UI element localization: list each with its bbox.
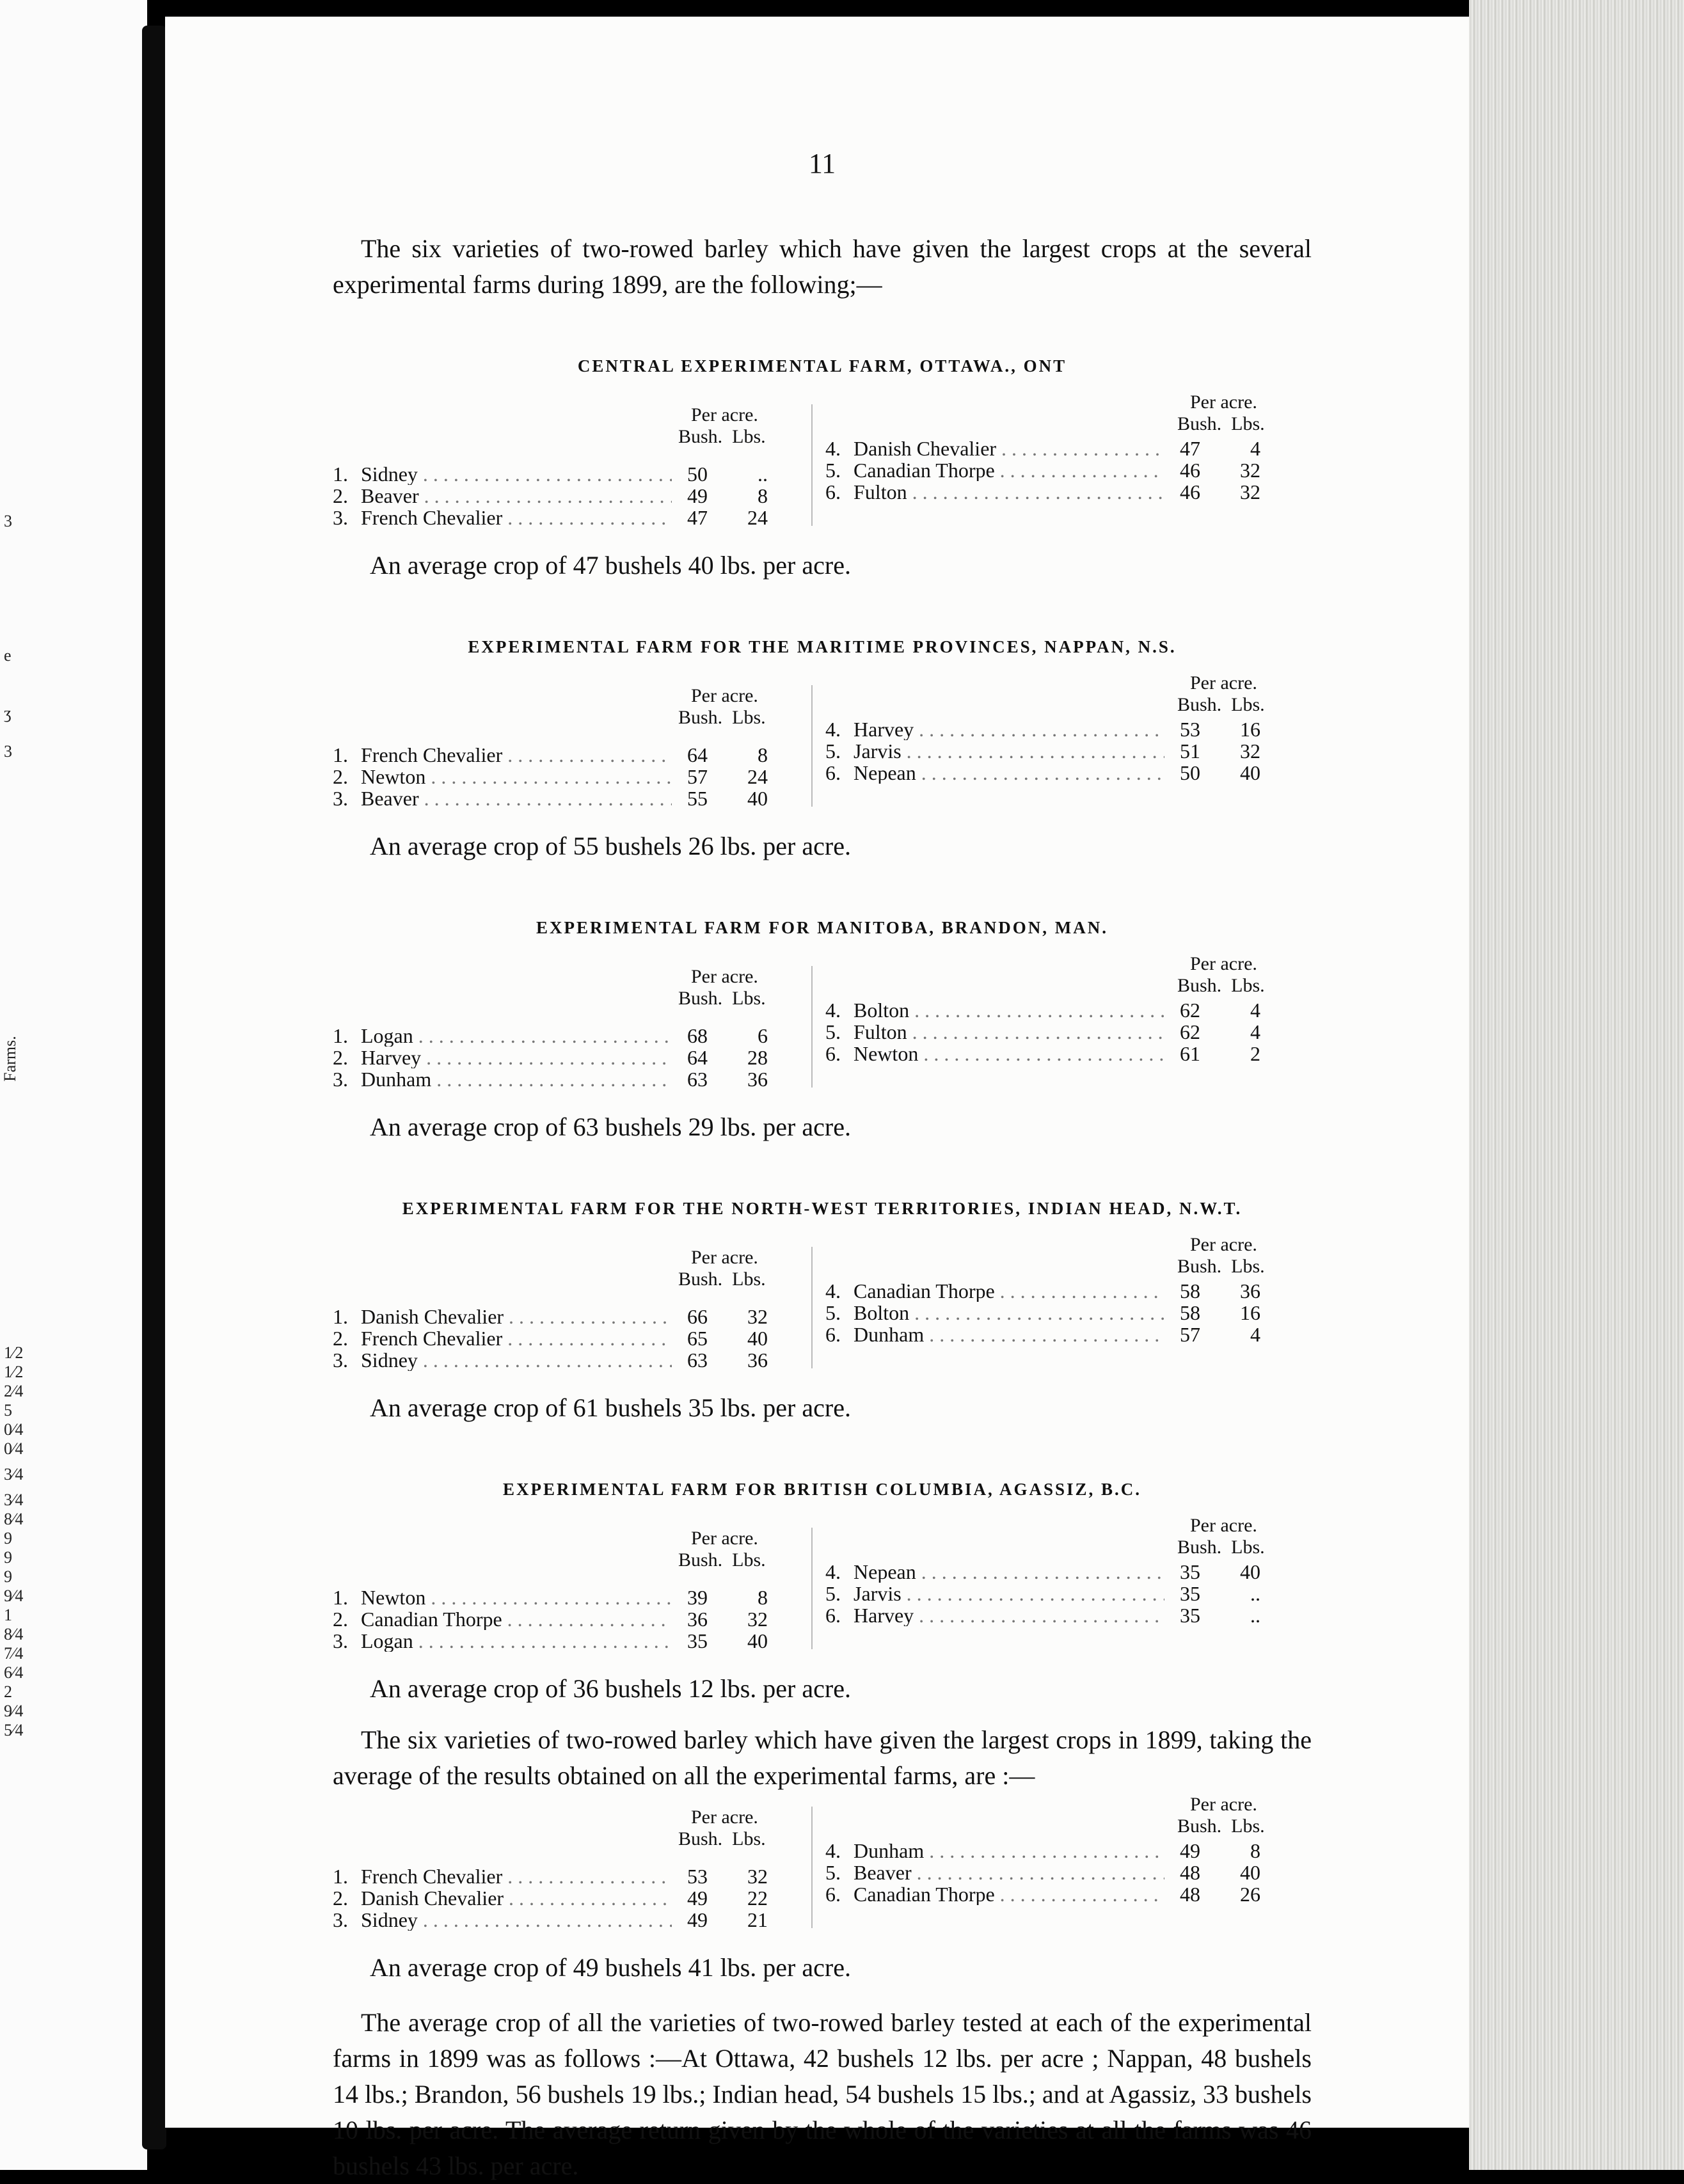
pounds-value: 4 — [1250, 999, 1260, 1022]
farm-section — [333, 1199, 1312, 1426]
row-number: 3. — [333, 506, 348, 529]
bush-lbs-header: Bush. Lbs. — [1177, 975, 1265, 996]
row-number: 6. — [825, 480, 841, 503]
table-row — [333, 1306, 800, 1327]
pounds-value: 28 — [747, 1046, 768, 1069]
variety-name: French Chevalier . . . — [361, 507, 672, 528]
table-row — [825, 1021, 1292, 1043]
row-number: 4. — [825, 437, 841, 460]
variety-name: Dunham . . . — [854, 1324, 1164, 1345]
row-number: 1. — [333, 1305, 348, 1328]
farm-section — [333, 356, 1312, 583]
table-row — [333, 1865, 800, 1887]
pounds-value: 4 — [1250, 1323, 1260, 1346]
table-row — [825, 459, 1292, 481]
table-row — [825, 740, 1292, 762]
variety-name: Dunham . . . — [854, 1840, 1164, 1862]
pounds-value: 16 — [1240, 1301, 1260, 1324]
variety-name: Logan . . . — [361, 1025, 672, 1047]
variety-name: French Chevalier . . . — [361, 1327, 672, 1349]
row-number: 5. — [825, 1582, 841, 1605]
pounds-value: 40 — [747, 1629, 768, 1652]
bushels-value: 35 — [1180, 1604, 1200, 1627]
row-number: 4. — [825, 1839, 841, 1862]
left-page-fragment: 2 — [4, 1682, 12, 1701]
bushels-value: 61 — [1180, 1042, 1200, 1065]
table-row — [333, 766, 800, 787]
bushels-value: 64 — [687, 743, 708, 766]
pounds-value: .. — [1250, 1604, 1260, 1627]
bushels-value: 62 — [1180, 999, 1200, 1022]
row-number: 3. — [333, 1629, 348, 1652]
variety-table — [333, 1234, 1312, 1381]
table-row — [825, 1840, 1292, 1862]
variety-name: Dunham . . . — [361, 1068, 672, 1090]
bushels-value: 49 — [1180, 1839, 1200, 1862]
bushels-value: 63 — [687, 1068, 708, 1091]
table-row — [825, 999, 1292, 1021]
table-row — [825, 1883, 1292, 1905]
bushels-value: 68 — [687, 1024, 708, 1047]
row-number: 5. — [825, 1301, 841, 1324]
table-row — [825, 1604, 1292, 1626]
pounds-value: 8 — [1250, 1839, 1260, 1862]
variety-table — [333, 953, 1312, 1100]
per-acre-header: Per acre. — [1190, 672, 1257, 693]
variety-name: Nepean . . . — [854, 762, 1164, 784]
row-number: 5. — [825, 740, 841, 763]
bush-lbs-header: Bush. Lbs. — [1177, 694, 1265, 715]
bush-lbs-header: Bush. Lbs. — [1177, 1816, 1265, 1837]
variety-name: Beaver . . . — [361, 787, 672, 809]
table-row — [825, 1280, 1292, 1302]
variety-table — [333, 1794, 1312, 1941]
row-number: 5. — [825, 459, 841, 482]
bush-lbs-header: Bush. Lbs. — [678, 1549, 766, 1571]
book-spine — [142, 26, 166, 2149]
variety-name: Beaver . . . — [854, 1862, 1164, 1883]
variety-name: Bolton . . . — [854, 1302, 1164, 1324]
per-acre-header: Per acre. — [691, 1528, 758, 1549]
variety-name: Canadian Thorpe . . . — [854, 1280, 1164, 1302]
left-page-fragment: 3⁄4 — [4, 1491, 24, 1509]
table-row — [825, 1862, 1292, 1883]
bushels-value: 36 — [687, 1608, 708, 1631]
row-number: 3. — [333, 1068, 348, 1091]
left-page-fragment: 3⁄4 — [4, 1465, 24, 1484]
pounds-value: 40 — [1240, 1560, 1260, 1583]
left-page-fragment: 9⁄4 — [4, 1702, 24, 1720]
row-number: 1. — [333, 743, 348, 766]
left-page-fragment: ʒ — [4, 704, 12, 722]
bushels-value: 64 — [687, 1046, 708, 1069]
left-page-fragment: 8⁄4 — [4, 1510, 24, 1528]
bushels-value: 35 — [1180, 1582, 1200, 1605]
farm-heading: EXPERIMENTAL FARM FOR MANITOBA, BRANDON, MAN. — [536, 918, 1108, 937]
bushels-value: 47 — [1180, 437, 1200, 460]
per-acre-header: Per acre. — [691, 1247, 758, 1268]
pounds-value: 6 — [758, 1024, 768, 1047]
column-divider — [811, 1807, 813, 1928]
per-acre-header: Per acre. — [1190, 392, 1257, 413]
variety-name: Sidney . . . — [361, 1349, 672, 1371]
pounds-value: 21 — [747, 1908, 768, 1931]
farm-average: An average crop of 36 bushels 12 lbs. per acre. — [370, 1674, 851, 1703]
farm-average: An average crop of 61 bushels 35 lbs. per acre. — [370, 1393, 851, 1422]
page-content — [333, 147, 1312, 2184]
per-acre-header: Per acre. — [691, 685, 758, 706]
variety-name: Harvey . . . — [361, 1047, 672, 1068]
variety-name: Nepean . . . — [854, 1561, 1164, 1583]
bushels-value: 49 — [687, 1908, 708, 1931]
bush-lbs-header: Bush. Lbs. — [678, 1269, 766, 1290]
pounds-value: 4 — [1250, 437, 1260, 460]
left-page-fragment: 0⁄4 — [4, 1420, 24, 1439]
bushels-value: 46 — [1180, 459, 1200, 482]
row-number: 4. — [825, 718, 841, 741]
table-row — [333, 1047, 800, 1068]
pounds-value: 22 — [747, 1887, 768, 1910]
left-page-fragment: 5 — [4, 1401, 12, 1420]
table-row — [333, 744, 800, 766]
row-number: 1. — [333, 1586, 348, 1609]
table-row — [825, 1561, 1292, 1583]
per-acre-header: Per acre. — [691, 1807, 758, 1828]
table-row — [333, 1887, 800, 1909]
table-row — [333, 1630, 800, 1652]
left-page-fragment: 9 — [4, 1529, 12, 1547]
left-page-fragment: 7⁄4 — [4, 1644, 24, 1663]
row-number: 2. — [333, 1887, 348, 1910]
row-number: 6. — [825, 1042, 841, 1065]
table-row — [825, 762, 1292, 784]
closing-paragraph: The average crop of all the varieties of two-rowed barley tested at each of the experimental farms in 1899 was as follows :—At Ottawa, 42 bushels 12 lbs. per acre ; Nappan, 48 bushels 14 lbs.; Brandon, 56 bushels 19 lbs.; Indian head, 54 bushels 15 lbs.; and at Agassiz, 33 bushels 10 lbs. per acre. The average return given by the whole of the varieties at all the farms was 46 bushels 43 lbs. per acre. — [333, 2008, 1312, 2180]
farm-heading: EXPERIMENTAL FARM FOR THE NORTH-WEST TERRITORIES, INDIAN HEAD, N.W.T. — [402, 1199, 1243, 1218]
bush-lbs-header: Bush. Lbs. — [678, 1828, 766, 1849]
bushels-value: 58 — [1180, 1301, 1200, 1324]
bushels-value: 63 — [687, 1349, 708, 1372]
page-number: 11 — [808, 148, 836, 179]
variety-table — [333, 392, 1312, 539]
pounds-value: 36 — [1240, 1279, 1260, 1302]
variety-name: Sidney . . . — [361, 1909, 672, 1931]
pounds-value: 2 — [1250, 1042, 1260, 1065]
variety-name: Jarvis . . . — [854, 740, 1164, 762]
per-acre-header: Per acre. — [1190, 953, 1257, 974]
bush-lbs-header: Bush. Lbs. — [1177, 413, 1265, 434]
variety-name: Danish Chevalier . . . — [361, 1306, 672, 1327]
bush-lbs-header: Bush. Lbs. — [1177, 1256, 1265, 1277]
pounds-value: 40 — [747, 787, 768, 810]
variety-name: Fulton . . . — [854, 481, 1164, 503]
row-number: 5. — [825, 1020, 841, 1043]
summary-table — [333, 1794, 1312, 1941]
table-row — [333, 787, 800, 809]
table-row — [333, 1068, 800, 1090]
table-row — [333, 1909, 800, 1931]
farm-heading: EXPERIMENTAL FARM FOR BRITISH COLUMBIA, AGASSIZ, B.C. — [502, 1480, 1142, 1499]
variety-name: Newton . . . — [361, 766, 672, 787]
left-page-fragments — [0, 0, 26, 2170]
bushels-value: 51 — [1180, 740, 1200, 763]
pounds-value: 32 — [1240, 740, 1260, 763]
left-page-fragment: 6⁄4 — [4, 1663, 24, 1682]
left-page-fragment: 2⁄4 — [4, 1382, 24, 1400]
farm-section — [333, 637, 1312, 864]
farm-section — [333, 918, 1312, 1145]
bush-lbs-header: Bush. Lbs. — [678, 426, 766, 447]
bushels-value: 35 — [687, 1629, 708, 1652]
table-row — [825, 1324, 1292, 1345]
per-acre-header: Per acre. — [1190, 1794, 1257, 1815]
table-row — [333, 1608, 800, 1630]
bushels-value: 49 — [687, 1887, 708, 1910]
variety-name: Harvey . . . — [854, 1604, 1164, 1626]
bushels-value: 39 — [687, 1586, 708, 1609]
bushels-value: 57 — [1180, 1323, 1200, 1346]
bushels-value: 35 — [1180, 1560, 1200, 1583]
row-number: 6. — [825, 1323, 841, 1346]
variety-name: French Chevalier . . . — [361, 744, 672, 766]
per-acre-header: Per acre. — [691, 404, 758, 425]
left-page-fragment: 3 — [4, 512, 12, 530]
pounds-value: 36 — [747, 1068, 768, 1091]
row-number: 2. — [333, 765, 348, 788]
left-page-fragment: Farms. — [0, 1036, 19, 1082]
pounds-value: 8 — [758, 484, 768, 507]
bushels-value: 58 — [1180, 1279, 1200, 1302]
table-row — [333, 485, 800, 507]
pounds-value: 32 — [747, 1865, 768, 1888]
bushels-value: 48 — [1180, 1861, 1200, 1884]
column-divider — [811, 1528, 813, 1649]
pounds-value: 32 — [1240, 480, 1260, 503]
left-page-fragment: 8⁄4 — [4, 1625, 24, 1643]
bushels-value: 50 — [1180, 761, 1200, 784]
pounds-value: 8 — [758, 1586, 768, 1609]
variety-name: Bolton . . . — [854, 999, 1164, 1021]
farm-heading: EXPERIMENTAL FARM FOR THE MARITIME PROVINCES, NAPPAN, N.S. — [468, 637, 1177, 656]
row-number: 1. — [333, 1024, 348, 1047]
variety-name: Harvey . . . — [854, 718, 1164, 740]
pounds-value: 32 — [1240, 459, 1260, 482]
pounds-value: .. — [1250, 1582, 1260, 1605]
table-row — [825, 1583, 1292, 1604]
pounds-value: 32 — [747, 1608, 768, 1631]
row-number: 2. — [333, 1046, 348, 1069]
bush-lbs-header: Bush. Lbs. — [1177, 1537, 1265, 1558]
per-acre-header: Per acre. — [1190, 1234, 1257, 1255]
farm-heading: CENTRAL EXPERIMENTAL FARM, OTTAWA., ONT — [577, 356, 1067, 376]
bushels-value: 62 — [1180, 1020, 1200, 1043]
variety-name: Fulton . . . — [854, 1021, 1164, 1043]
summary-average: An average crop of 49 bushels 41 lbs. per acre. — [370, 1953, 851, 1982]
left-page-fragment: 0⁄4 — [4, 1439, 24, 1458]
bushels-value: 66 — [687, 1305, 708, 1328]
row-number: 2. — [333, 484, 348, 507]
variety-name: Jarvis . . . — [854, 1583, 1164, 1604]
pounds-value: 8 — [758, 743, 768, 766]
bushels-value: 53 — [1180, 718, 1200, 741]
per-acre-header: Per acre. — [691, 966, 758, 987]
bush-lbs-header: Bush. Lbs. — [678, 988, 766, 1009]
per-acre-header: Per acre. — [1190, 1515, 1257, 1536]
table-row — [825, 438, 1292, 459]
variety-name: Danish Chevalier . . . — [854, 438, 1164, 459]
row-number: 3. — [333, 1908, 348, 1931]
table-row — [333, 1327, 800, 1349]
column-divider — [811, 1247, 813, 1368]
variety-name: Canadian Thorpe . . . — [854, 459, 1164, 481]
left-page-fragment: 5⁄4 — [4, 1721, 24, 1739]
bushels-value: 49 — [687, 484, 708, 507]
pounds-value: 36 — [747, 1349, 768, 1372]
bushels-value: 53 — [687, 1865, 708, 1888]
left-page-fragment: 1⁄2 — [4, 1343, 24, 1362]
pounds-value: 40 — [1240, 1861, 1260, 1884]
intro-paragraph: The six varieties of two-rowed barley which have given the largest crops at the several experimental farms during 1899, are the following;— — [333, 234, 1312, 299]
pounds-value: 40 — [747, 1327, 768, 1350]
farm-section — [333, 1480, 1312, 1707]
bushels-value: 65 — [687, 1327, 708, 1350]
pounds-value: .. — [758, 463, 768, 486]
farm-average: An average crop of 63 bushels 29 lbs. per acre. — [370, 1112, 851, 1141]
table-row — [333, 507, 800, 528]
column-divider — [811, 966, 813, 1088]
table-row — [825, 1043, 1292, 1064]
bushels-value: 48 — [1180, 1883, 1200, 1906]
variety-table — [333, 1515, 1312, 1662]
table-row — [825, 1302, 1292, 1324]
bush-lbs-header: Bush. Lbs. — [678, 707, 766, 728]
pounds-value: 32 — [747, 1305, 768, 1328]
row-number: 4. — [825, 1279, 841, 1302]
variety-name: Sidney . . . — [361, 463, 672, 485]
row-number: 6. — [825, 761, 841, 784]
table-row — [825, 481, 1292, 503]
row-number: 6. — [825, 1883, 841, 1906]
left-page-fragment: 9 — [4, 1548, 12, 1567]
column-divider — [811, 685, 813, 807]
row-number: 1. — [333, 1865, 348, 1888]
pounds-value: 26 — [1240, 1883, 1260, 1906]
table-row — [333, 1349, 800, 1371]
left-page-fragment: 3 — [4, 742, 12, 761]
left-page-fragment: 1⁄2 — [4, 1363, 24, 1381]
row-number: 4. — [825, 999, 841, 1022]
pounds-value: 24 — [747, 765, 768, 788]
variety-name: Canadian Thorpe . . . — [361, 1608, 672, 1630]
variety-name: Danish Chevalier . . . — [361, 1887, 672, 1909]
left-page-fragment: e — [4, 646, 12, 665]
bushels-value: 46 — [1180, 480, 1200, 503]
row-number: 1. — [333, 463, 348, 486]
bushels-value: 57 — [687, 765, 708, 788]
row-number: 6. — [825, 1604, 841, 1627]
row-number: 4. — [825, 1560, 841, 1583]
variety-name: Logan . . . — [361, 1630, 672, 1652]
bushels-value: 55 — [687, 787, 708, 810]
bushels-value: 50 — [687, 463, 708, 486]
left-page-fragment: 9 — [4, 1567, 12, 1586]
bushels-value: 47 — [687, 506, 708, 529]
row-number: 5. — [825, 1861, 841, 1884]
table-row — [333, 1025, 800, 1047]
pounds-value: 24 — [747, 506, 768, 529]
row-number: 3. — [333, 1349, 348, 1372]
variety-table — [333, 672, 1312, 819]
left-page-fragment: 9⁄4 — [4, 1587, 24, 1605]
variety-name: Newton . . . — [361, 1587, 672, 1608]
variety-name: Newton . . . — [854, 1043, 1164, 1064]
farm-average: An average crop of 55 bushels 26 lbs. per acre. — [370, 832, 851, 860]
variety-name: French Chevalier . . . — [361, 1865, 672, 1887]
summary-intro-paragraph: The six varieties of two-rowed barley which have given the largest crops in 1899, taking the average of the results obtained on all the experimental farms, are :— — [333, 1725, 1312, 1790]
pounds-value: 4 — [1250, 1020, 1260, 1043]
row-number: 3. — [333, 787, 348, 810]
variety-name: Beaver . . . — [361, 485, 672, 507]
table-row — [333, 1587, 800, 1608]
left-page-fragment: 1 — [4, 1606, 12, 1624]
pounds-value: 16 — [1240, 718, 1260, 741]
pounds-value: 40 — [1240, 761, 1260, 784]
row-number: 2. — [333, 1608, 348, 1631]
table-row — [825, 718, 1292, 740]
farm-average: An average crop of 47 bushels 40 lbs. per acre. — [370, 551, 851, 580]
farm-sections — [333, 356, 1312, 1707]
row-number: 2. — [333, 1327, 348, 1350]
variety-name: Canadian Thorpe . . . — [854, 1883, 1164, 1905]
column-divider — [811, 404, 813, 526]
page-edges — [1469, 0, 1684, 2170]
table-row — [333, 463, 800, 485]
